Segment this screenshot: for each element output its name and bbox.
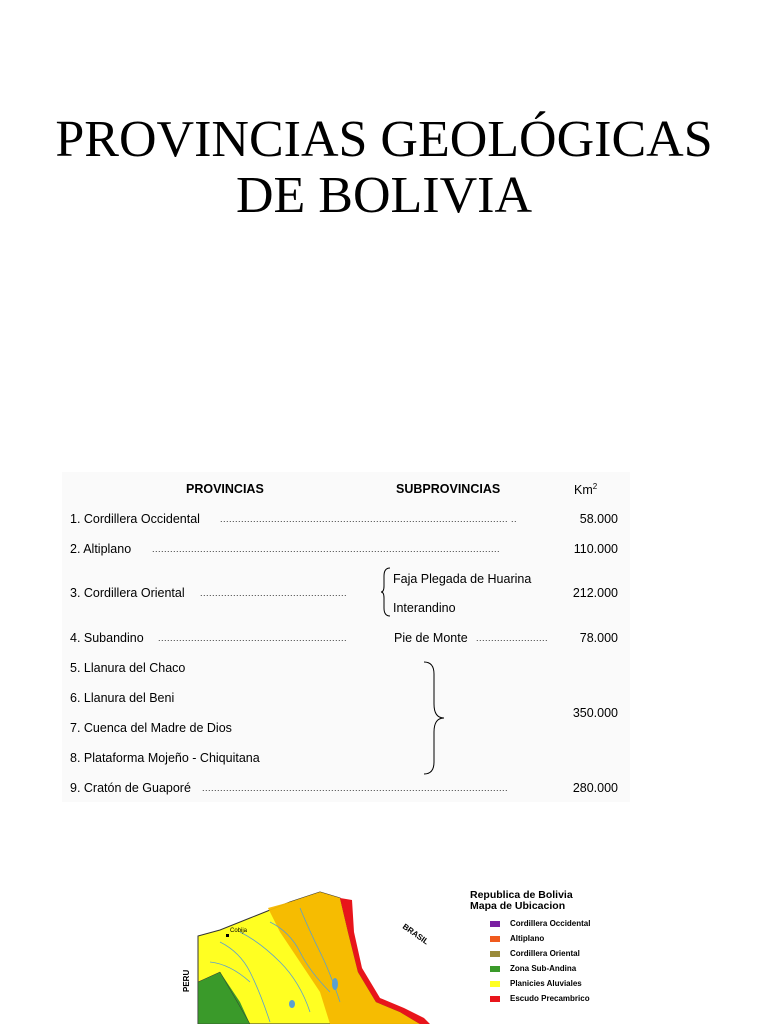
map-legend (470, 890, 630, 1006)
legend-label: Zona Sub-Andina (510, 964, 577, 973)
row-9-dots: ...................................................................................................... (202, 783, 509, 793)
legend-item (470, 976, 630, 991)
row-9-km: 280.000 (572, 781, 618, 795)
row-2-label: 2. Altiplano (70, 542, 132, 556)
brace-llanuras (422, 660, 448, 776)
row-4-label: 4. Subandino (70, 631, 144, 645)
row-2-km: 110.000 (573, 542, 618, 556)
legend-label: Planicies Aluviales (510, 979, 582, 988)
legend-label: Cordillera Occidental (510, 919, 591, 928)
header-provincias: PROVINCIAS (186, 482, 264, 496)
row-8-label: 8. Plataforma Mojeño - Chiquitana (70, 751, 260, 765)
row-3-km: 212.000 (572, 586, 618, 600)
row-1-dots: ................................................................................................ .. (220, 514, 518, 524)
legend-swatch (490, 936, 500, 942)
row-5-label: 5. Llanura del Chaco (70, 661, 186, 675)
provinces-table (62, 472, 630, 802)
row-9-label: 9. Cratón de Guaporé (70, 781, 191, 795)
legend-swatch (490, 966, 500, 972)
map-label-brasil: BRASIL (400, 922, 431, 947)
legend-label: Cordillera Oriental (510, 949, 580, 958)
legend-item (470, 961, 630, 976)
sub-interandino: Interandino (393, 601, 456, 615)
legend-item (470, 931, 630, 946)
legend-label: Escudo Precambrico (510, 994, 590, 1003)
row-1-label: 1. Cordillera Occidental (70, 512, 200, 526)
page-title (0, 112, 768, 224)
legend-title-2: Mapa de Ubicacion (470, 900, 566, 912)
map-label-peru: PERU (182, 969, 191, 992)
legend-swatch (490, 921, 500, 927)
legend-label: Altiplano (510, 934, 545, 943)
map-label-cobija: Cobija (230, 928, 248, 934)
legend-item (470, 991, 630, 1006)
legend-swatch (490, 996, 500, 1002)
legend-swatch (490, 981, 500, 987)
title-line-1: PROVINCIAS GEOLÓGICAS (55, 111, 713, 168)
title-line-2: DE BOLIVIA (235, 167, 533, 224)
brace-cordillera-oriental (380, 566, 392, 618)
row-3-dots: ................................................. (200, 588, 348, 598)
sub-pie-de-monte: Pie de Monte (394, 631, 468, 645)
row-6-label: 6. Llanura del Beni (70, 691, 175, 705)
row-4-km: 78.000 (579, 631, 618, 645)
legend-item (470, 916, 630, 931)
legend-swatch (490, 951, 500, 957)
legend-title-1: Republica de Bolivia (470, 889, 573, 901)
sub-faja: Faja Plegada de Huarina (393, 572, 532, 586)
sub-pie-dots: ........................ (476, 633, 549, 643)
row-1-km: 58.000 (579, 512, 618, 526)
header-subprovincias: SUBPROVINCIAS (396, 482, 501, 496)
row-3-label: 3. Cordillera Oriental (70, 586, 185, 600)
row-4-dots: ............................................................... (158, 633, 348, 643)
header-km: Km$^2$ (574, 482, 598, 498)
row-7-label: 7. Cuenca del Madre de Dios (70, 721, 232, 735)
row-2-dots: .................................................................................................................... (152, 544, 501, 554)
group-km: 350.000 (572, 706, 618, 720)
legend-item (470, 946, 630, 961)
